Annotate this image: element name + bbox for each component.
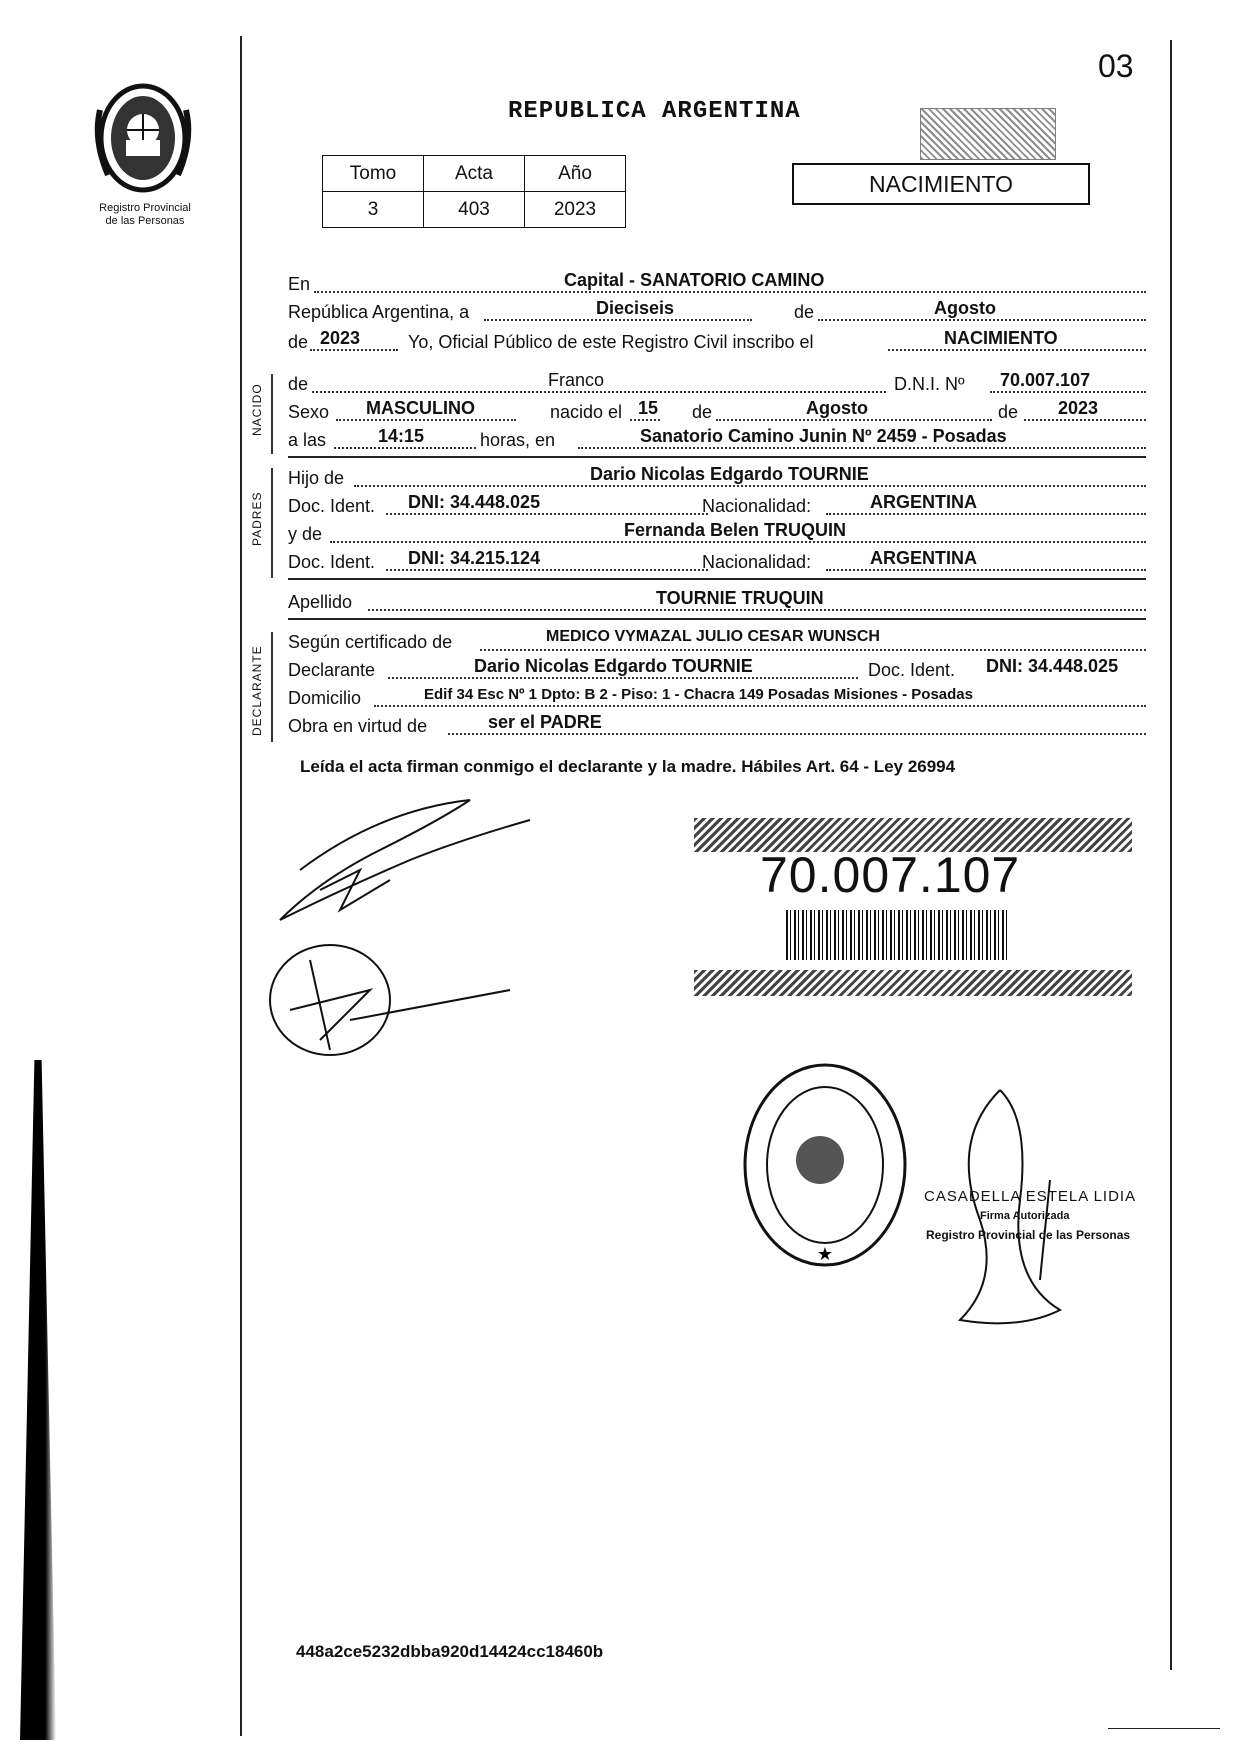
padres-bar <box>271 468 273 578</box>
official-title-1: Firma Autorizada <box>980 1210 1070 1222</box>
nacido-de-label: de <box>288 374 309 394</box>
certificado-label: Según certificado de <box>288 632 453 652</box>
declarante-bar <box>271 632 273 742</box>
father-doc-label: Doc. Ident. <box>288 496 376 516</box>
mother-doc-label: Doc. Ident. <box>288 552 376 572</box>
nacido-el-label: nacido el <box>550 402 623 422</box>
place-value: Sanatorio Camino Junin Nº 2459 - Posadas <box>640 426 1007 446</box>
divider-3 <box>288 618 1146 620</box>
dni-label: D.N.I. Nº <box>894 374 965 394</box>
certificado-value: MEDICO VYMAZAL JULIO CESAR WUNSCH <box>546 628 880 645</box>
acta-table-values <box>323 192 626 228</box>
birth-month: Agosto <box>806 398 868 418</box>
domicilio-label: Domicilio <box>288 688 362 708</box>
declarante-doc-label: Doc. Ident. <box>868 660 956 680</box>
sexo-label: Sexo <box>288 402 330 422</box>
father-name: Dario Nicolas Edgardo TOURNIE <box>590 464 869 484</box>
dni-barcode <box>786 910 1008 960</box>
birth-de-label-3: de <box>998 402 1019 422</box>
page-number: 03 <box>1098 48 1134 84</box>
registry-label <box>70 202 220 228</box>
closing-text: Leída el acta firman conmigo el declarante y la madre. Hábiles Art. 64 - Ley 26994 <box>300 757 956 776</box>
row-padre-doc <box>288 492 1146 518</box>
document-hash: 448a2ce5232dbba920d14424cc18460b <box>296 1642 604 1661</box>
nacido-bar <box>271 374 273 454</box>
acta-header-acta: Acta <box>424 156 525 192</box>
left-margin-line <box>240 36 242 1736</box>
row-fecha <box>288 298 1146 324</box>
apellido-value: TOURNIE TRUQUIN <box>656 588 824 608</box>
row-apellido <box>288 588 1146 614</box>
obra-value: ser el PADRE <box>488 712 602 732</box>
inscribo-label: Yo, Oficial Público de este Registro Civil inscribo el <box>408 332 814 352</box>
en-label: En <box>288 274 311 294</box>
row-sexo <box>288 398 1146 424</box>
father-nac-label: Nacionalidad: <box>702 496 812 516</box>
acta-value-tomo: 3 <box>323 192 424 228</box>
official-stamp-text: REGISTRO PROVINCIAL DE LAS PERSONAS · SANATORIO CAMINO <box>740 1278 959 1300</box>
apellido-label: Apellido <box>288 592 353 612</box>
year-value: 2023 <box>320 328 361 348</box>
registry-label-line1: Registro Provincial <box>99 202 191 214</box>
birth-day: 15 <box>638 398 659 418</box>
registry-label-line2: de las Personas <box>105 215 185 227</box>
row-nacido-nombre <box>288 370 1146 396</box>
declarante-value: Dario Nicolas Edgardo TOURNIE <box>474 656 753 676</box>
acta-header-anio: Año <box>525 156 626 192</box>
horas-label: horas, en <box>480 430 556 450</box>
birth-de-label: de <box>692 402 713 422</box>
row-padre <box>288 464 1146 490</box>
scan-edge-shadow <box>20 1060 56 1740</box>
inscribo-value: NACIMIENTO <box>944 328 1058 348</box>
row-inscribo <box>288 328 1146 354</box>
divider-2 <box>288 578 1146 580</box>
mother-name: Fernanda Belen TRUQUIN <box>624 520 847 540</box>
security-watermark <box>920 108 1056 160</box>
de-label: de <box>794 302 815 322</box>
dni-stamp-ribbon-bottom <box>694 970 1132 996</box>
acta-header-tomo: Tomo <box>323 156 424 192</box>
declarante-section-label: DECLARANTE <box>250 645 264 736</box>
row-obra <box>288 712 1146 738</box>
divider-1 <box>288 456 1146 458</box>
domicilio-value: Edif 34 Esc Nº 1 Dpto: B 2 - Piso: 1 - Chacra 149 Posadas Misiones - Posadas <box>424 686 973 703</box>
mother-doc: DNI: 34.215.124 <box>408 548 541 568</box>
row-domicilio <box>288 684 1146 710</box>
father-doc: DNI: 34.448.025 <box>408 492 541 512</box>
svg-text:★: ★ <box>816 1244 834 1265</box>
declarant-signature <box>260 790 550 1070</box>
acta-value-acta: 403 <box>424 192 525 228</box>
padres-section-label: PADRES <box>250 491 264 546</box>
en-value: Capital - SANATORIO CAMINO <box>564 270 825 290</box>
dni-stamp-number: 70.007.107 <box>760 847 1021 903</box>
birth-year: 2023 <box>1058 398 1099 418</box>
act-type: NACIMIENTO <box>869 171 1013 197</box>
mother-nac: ARGENTINA <box>870 548 977 568</box>
obra-label: Obra en virtud de <box>288 716 428 736</box>
right-margin-line <box>1170 40 1172 1670</box>
row-declarante <box>288 656 1146 682</box>
official-title-2: Registro Provincial de las Personas <box>926 1228 1131 1242</box>
yde-label: y de <box>288 524 323 544</box>
nacido-section-label: NACIDO <box>250 383 264 436</box>
provincial-seal <box>88 80 198 200</box>
row-hora <box>288 426 1146 452</box>
row-en <box>288 270 1146 296</box>
month-value: Agosto <box>934 298 996 318</box>
row-madre-doc <box>288 548 1146 574</box>
sexo-value: MASCULINO <box>366 398 475 418</box>
row-madre <box>288 520 1146 546</box>
name-value: Franco <box>548 370 605 390</box>
declarante-label: Declarante <box>288 660 376 680</box>
father-nac: ARGENTINA <box>870 492 977 512</box>
country-title: REPUBLICA ARGENTINA <box>508 98 801 125</box>
alas-label: a las <box>288 430 327 450</box>
dni-value: 70.007.107 <box>1000 370 1091 390</box>
mother-nac-label: Nacionalidad: <box>702 552 812 572</box>
row-certificado <box>288 628 1146 654</box>
official-name: CASADELLA ESTELA LIDIA <box>924 1188 1137 1205</box>
bottom-rule <box>1108 1728 1220 1729</box>
acta-table-header <box>323 156 626 192</box>
acta-table <box>322 155 626 228</box>
declarante-doc: DNI: 34.448.025 <box>986 656 1119 676</box>
hijo-label: Hijo de <box>288 468 345 488</box>
acta-value-anio: 2023 <box>525 192 626 228</box>
time-value: 14:15 <box>378 426 425 446</box>
act-type-box <box>792 163 1090 205</box>
republica-label: República Argentina, a <box>288 302 470 322</box>
day-value: Dieciseis <box>596 298 675 318</box>
de-label-2: de <box>288 332 309 352</box>
official-stamp <box>740 1060 910 1270</box>
